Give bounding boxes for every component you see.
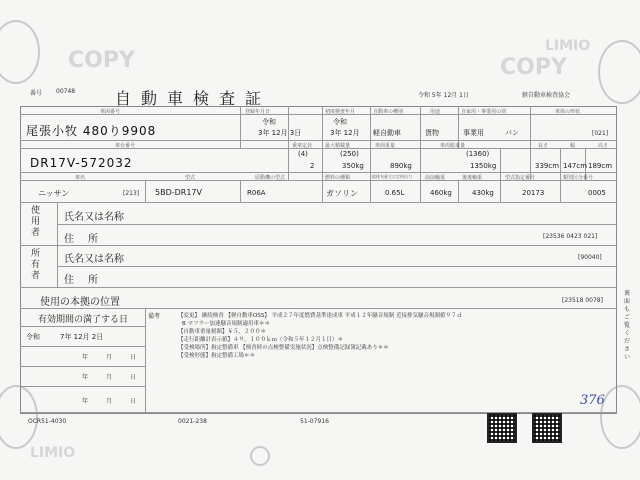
remarks-line: 【走行距離計表示値】４９，１００ｋｍ（令和５年１２月１日）＊	[178, 337, 344, 343]
label-private-business: 自家用・事業用の別	[461, 109, 507, 115]
watermark-limo: LIMIO	[545, 38, 591, 54]
blank-day-3: 日	[130, 398, 137, 405]
base-location-label: 使用の本拠の位置	[40, 297, 120, 308]
user-address-label: 住所	[64, 234, 112, 245]
front-axle-weight: 460kg	[430, 189, 452, 197]
label-front-axle: 前前軸重	[425, 175, 446, 181]
user-code: [23536 0423 021]	[543, 233, 598, 240]
business-use: 事業用	[463, 129, 484, 137]
issue-date: 令和 5年 12月 1日	[418, 92, 469, 99]
label-vehicle-weight: 車両重量	[375, 143, 396, 149]
remarks-label: 備考	[148, 313, 161, 320]
base-location-code: [23518 0078]	[562, 297, 603, 304]
label-rear-axle: 後後軸重	[462, 175, 483, 181]
fuel-type: ガソリン	[326, 189, 358, 198]
label-fuel: 燃料の種類	[325, 175, 351, 181]
vehicle-purpose: 貨物	[425, 129, 439, 137]
model-code: 5BD-DR17V	[155, 188, 202, 197]
plate-number: 尾張小牧 480り9908	[26, 124, 157, 138]
displacement-value: 0.65L	[385, 189, 405, 197]
owner-label: 所有者	[31, 249, 41, 281]
qr-code-right	[532, 413, 562, 443]
first-inspection-era: 令和	[333, 118, 347, 126]
number-label: 番号	[30, 90, 43, 97]
label-type-designation: 型式指定番号	[505, 175, 536, 181]
blank-year-1: 年	[82, 354, 89, 361]
vehicle-kind: 軽自動車	[373, 129, 401, 137]
label-capacity: 乗車定員	[292, 143, 313, 149]
label-category-number: 類別区分番号	[563, 175, 594, 181]
ocr-code: OCR51-4030	[28, 418, 67, 425]
remarks-line: B マフラー加速騒音規制適用車＊＊	[182, 321, 271, 327]
corner-ornament-top-right	[598, 40, 640, 104]
remarks-line: 【受検場所】指定整備車 【検査時の点検整備実施状況】点検整備記録簿記載あり＊＊	[178, 345, 389, 351]
footer-code-1: 0021-238	[178, 418, 207, 425]
label-engine-model: 原動機の型式	[255, 175, 286, 181]
capacity-a: (4)	[298, 150, 308, 158]
remarks-line: 【変更】 継続検査 【軽自動車OSS】 平成２７年度燃費基準達成車 平成１２年騒音規制 近接排気騒音規制値９７ｄ	[178, 313, 463, 319]
category-number: 0005	[588, 189, 606, 197]
first-registration-era: 令和	[262, 118, 276, 126]
label-registration-number: 車両番号	[100, 109, 121, 115]
blank-year-3: 年	[82, 398, 89, 405]
label-chassis-number: 車台番号	[115, 143, 136, 149]
capacity-b: 2	[310, 162, 315, 170]
document-title: 自動車検査証	[115, 89, 272, 108]
label-first-registration: 登録年月日	[245, 109, 271, 115]
first-inspection-date: 3年 12月	[330, 129, 360, 137]
chassis-number: DR17V-572032	[30, 156, 133, 170]
max-load-b: 350kg	[342, 162, 364, 170]
label-vehicle-type: 自動車の種別	[373, 109, 404, 115]
width-value: 147cm	[563, 162, 588, 170]
height-value: 189cm	[588, 162, 613, 170]
label-maker: 車名	[75, 175, 86, 181]
blank-day-2: 日	[130, 374, 137, 381]
gross-weight-b: 1350kg	[470, 162, 497, 170]
gross-weight-a: (1360)	[466, 150, 490, 158]
label-height: 高さ	[598, 143, 609, 149]
watermark-copy-right: COPY	[500, 55, 567, 80]
body-shape-code: [021]	[592, 130, 609, 137]
bottom-seal-emblem	[250, 446, 270, 466]
type-designation-number: 20173	[522, 189, 545, 197]
owner-address-label: 住所	[64, 275, 112, 286]
length-value: 339cm	[535, 162, 560, 170]
maker-code: [213]	[123, 190, 140, 197]
expiry-date: 7年 12月 2日	[60, 333, 104, 341]
number-value: 00748	[56, 88, 76, 95]
blank-month-1: 月	[106, 354, 113, 361]
label-model: 型式	[185, 175, 196, 181]
user-name-label: 氏名又は名称	[64, 212, 124, 223]
blank-month-3: 月	[106, 398, 113, 405]
reverse-side-note: 裏面もご覧ください	[624, 290, 631, 361]
handwritten-number: 376	[580, 393, 605, 408]
watermark-limo-bottom: LIMIO	[30, 445, 76, 461]
label-length: 長さ	[538, 143, 549, 149]
label-displacement: 総排気量又は定格出力	[372, 174, 412, 179]
expiry-label: 有効期間の満了する日	[38, 315, 129, 325]
owner-name-label: 氏名又は名称	[64, 254, 124, 265]
vehicle-weight: 890kg	[390, 162, 412, 170]
expiry-era: 令和	[26, 333, 40, 341]
corner-ornament-top-left	[0, 20, 40, 84]
footer-code-2: 51-07916	[300, 418, 329, 425]
blank-day-1: 日	[130, 354, 137, 361]
body-shape: バン	[505, 129, 519, 137]
blank-month-2: 月	[106, 374, 113, 381]
label-gross-weight: 車両総重量	[440, 143, 466, 149]
max-load-a: (250)	[340, 150, 359, 158]
remarks-line: 【自動車重量税額】￥５，２００＊	[178, 329, 267, 335]
remarks-line: 【受検形態】指定整備工場＊＊	[178, 353, 256, 359]
engine-model: R06A	[247, 189, 266, 197]
watermark-copy-left: COPY	[68, 48, 135, 73]
qr-code-left	[487, 413, 517, 443]
label-purpose: 用途	[430, 109, 441, 115]
first-registration-date: 3年 12月 3日	[258, 129, 302, 137]
label-max-load: 最大積載量	[325, 143, 351, 149]
blank-year-2: 年	[82, 374, 89, 381]
owner-code: [90040]	[578, 254, 602, 261]
rear-axle-weight: 430kg	[472, 189, 494, 197]
label-first-inspection: 初度検査年月	[325, 109, 356, 115]
label-width: 幅	[570, 143, 576, 149]
label-body-shape: 車体の形状	[555, 109, 581, 115]
maker-name: ニッサン	[38, 189, 70, 198]
issuer-name: 軽自動車検査協会	[522, 92, 571, 99]
user-label: 使用者	[31, 206, 41, 238]
